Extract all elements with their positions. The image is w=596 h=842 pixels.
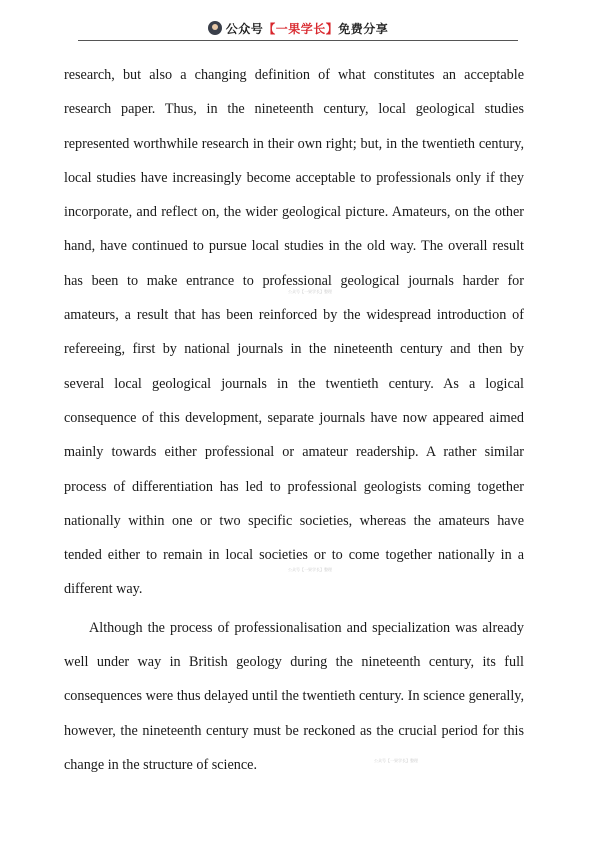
header-divider [78,40,518,41]
page-header [0,0,596,42]
watermark-2: 公众号【一果学长】整理 [288,567,332,572]
watermark-1: 公众号【一果学长】整理 [288,289,332,294]
watermark-3: 公众号【一果学长】整理 [374,758,418,763]
avatar-icon [208,21,222,35]
paragraph-2: Although the process of professionalisation and specialization was already well under way in British geology during the nineteenth century, its full consequences were thus delayed until the twentieth century. In science generally, however, the nineteenth century must be reckoned as the crucial period for this change in the structure of science. [64,619,524,773]
header-title-accent: 【一果学长】 [263,21,339,36]
paragraph-1: research, but also a changing definition of what constitutes an acceptable research paper. Thus, in the nineteenth century, local geological studies represented worthwhile research in their own right; but, in the twentieth century, local studies have increasingly become acceptable to professionals only if they incorporate, and reflect on, the wider geological picture. Amateurs, on the other hand, have continued to pursue local studies in the old way. The overall result has been to make entrance to professional geological journals harder for amateurs, a result that has been reinforced by the widespread introduction of refereeing, first by national journals in the nineteenth century and then by several local geological journals in the twentieth century. As a logical consequence of this development, separate journals have now appeared aimed mainly towards either professional or amateur readership. A rather similar process of differentiation has led to professional geologists coming together nationally within one or two specific societies, whereas the amateurs have tended either to remain in local societies or to come together nationally in a different way. [64,67,524,598]
header-title: 公众号【一果学长】免费分享 [225,21,389,36]
document-body [64,58,524,782]
header-brand [208,20,389,37]
